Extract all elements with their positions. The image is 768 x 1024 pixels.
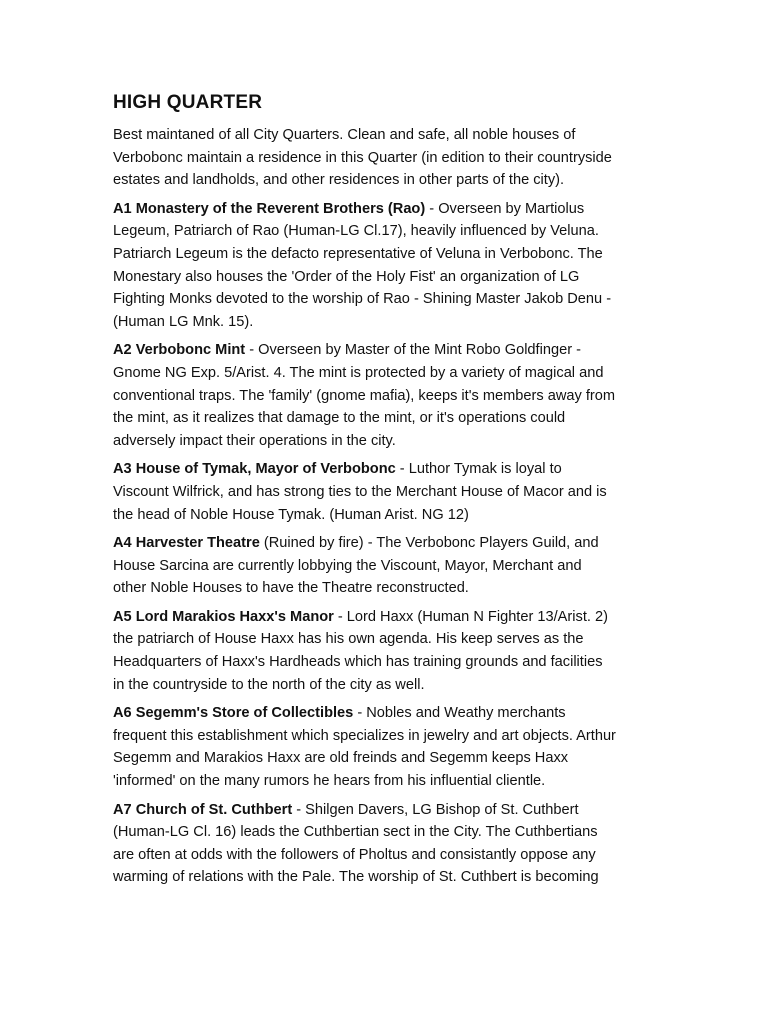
intro-line: estates and landholds, and other residences in other parts of the city). bbox=[113, 172, 565, 189]
entry-text: - Overseen by Martiolus bbox=[425, 200, 585, 217]
entry-first-line bbox=[113, 799, 658, 822]
entry-text: - Overseen by Master of the Mint Robo Goldfinger - bbox=[245, 342, 581, 359]
document-page bbox=[113, 92, 658, 895]
entry-line: Viscount Wilfrick, and has strong ties to the Merchant House of Macor and is bbox=[113, 483, 607, 500]
entry-line: warming of relations with the Pale. The worship of St. Cuthbert is becoming bbox=[113, 869, 599, 886]
entry-a5 bbox=[113, 606, 658, 696]
entry-heading: A1 Monastery of the Reverent Brothers (Rao) bbox=[113, 200, 426, 217]
entry-first-line bbox=[113, 339, 658, 362]
entry-heading: A2 Verbobonc Mint bbox=[113, 342, 246, 359]
entry-first-line bbox=[113, 458, 658, 481]
entry-line: Monestary also houses the 'Order of the Holy Fist' an organization of LG bbox=[113, 268, 580, 285]
entry-line: (Human LG Mnk. 15). bbox=[113, 313, 254, 330]
entry-first-line bbox=[113, 198, 658, 221]
intro-paragraph bbox=[113, 124, 658, 192]
entry-line: Patriarch Legeum is the defacto representative of Veluna in Verbobonc. The bbox=[113, 245, 603, 262]
entry-line: adversely impact their operations in the city. bbox=[113, 432, 396, 449]
intro-line: Best maintaned of all City Quarters. Clean and safe, all noble houses of bbox=[113, 127, 576, 143]
page-title: HIGH QUARTER bbox=[113, 92, 263, 113]
entry-heading: A6 Segemm's Store of Collectibles bbox=[113, 705, 354, 722]
entry-text: - Lord Haxx (Human N Fighter 13/Arist. 2) bbox=[333, 608, 608, 625]
entry-line: 'informed' on the many rumors he hears from his influential clientle. bbox=[113, 773, 546, 790]
entry-line: Headquarters of Haxx's Hardheads which has training grounds and facilities bbox=[113, 654, 603, 671]
entry-line: conventional traps. The 'family' (gnome mafia), keeps it's members away from bbox=[113, 387, 616, 404]
entry-line: in the countryside to the north of the city as well. bbox=[113, 676, 425, 693]
entry-heading: A3 House of Tymak, Mayor of Verbobonc bbox=[113, 461, 396, 478]
entry-a4 bbox=[113, 532, 658, 600]
entry-first-line bbox=[113, 702, 658, 725]
entry-a2 bbox=[113, 339, 658, 452]
entry-line: House Sarcina are currently lobbying the Viscount, Mayor, Merchant and bbox=[113, 557, 582, 574]
entry-first-line bbox=[113, 532, 658, 555]
entry-line: Fighting Monks devoted to the worship of Rao - Shining Master Jakob Denu - bbox=[113, 291, 612, 308]
entry-a7 bbox=[113, 799, 658, 889]
entry-line: Segemm and Marakios Haxx are old freinds and Segemm keeps Haxx bbox=[113, 750, 569, 767]
entry-line: are often at odds with the followers of Pholtus and consistantly oppose any bbox=[113, 846, 596, 863]
entry-heading: A7 Church of St. Cuthbert bbox=[113, 801, 293, 818]
entry-heading: A4 Harvester Theatre bbox=[113, 535, 260, 552]
entry-line: Gnome NG Exp. 5/Arist. 4. The mint is protected by a variety of magical and bbox=[113, 364, 604, 381]
entry-text: (Ruined by fire) - The Verbobonc Players Guild, and bbox=[259, 535, 599, 552]
entry-line: the mint, as it realizes that damage to the mint, or it's operations could bbox=[113, 410, 566, 427]
entry-line: (Human-LG Cl. 16) leads the Cuthbertian sect in the City. The Cuthbertians bbox=[113, 824, 598, 841]
entry-line: other Noble Houses to have the Theatre reconstructed. bbox=[113, 580, 469, 597]
entry-text: - Luthor Tymak is loyal to bbox=[395, 461, 562, 478]
entry-first-line bbox=[113, 606, 658, 629]
entry-heading: A5 Lord Marakios Haxx's Manor bbox=[113, 608, 334, 625]
entry-a6 bbox=[113, 702, 658, 792]
entry-text: - Nobles and Weathy merchants bbox=[353, 705, 566, 722]
entry-line: the patriarch of House Haxx has his own agenda. His keep serves as the bbox=[113, 631, 584, 648]
entry-a3 bbox=[113, 458, 658, 526]
intro-line: Verbobonc maintain a residence in this Quarter (in edition to their countryside bbox=[113, 149, 612, 166]
entry-line: Legeum, Patriarch of Rao (Human-LG Cl.17), heavily influenced by Veluna. bbox=[113, 223, 599, 240]
entry-text: - Shilgen Davers, LG Bishop of St. Cuthbert bbox=[292, 801, 579, 818]
entry-line: the head of Noble House Tymak. (Human Arist. NG 12) bbox=[113, 506, 469, 523]
entry-line: frequent this establishment which specializes in jewelry and art objects. Arthur bbox=[113, 727, 616, 744]
entry-a1 bbox=[113, 198, 658, 334]
